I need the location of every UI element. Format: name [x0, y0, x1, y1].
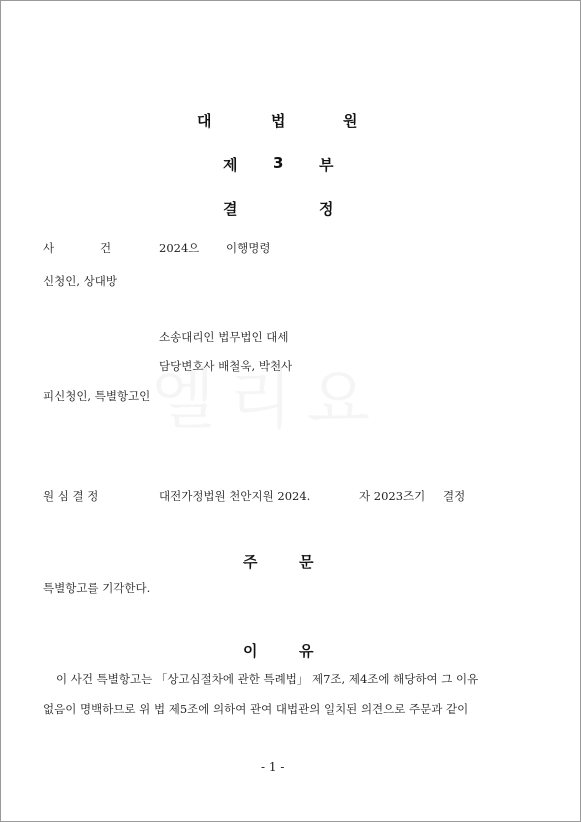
- reasons-heading-char-2: 유: [299, 642, 314, 660]
- case-number: 2024으: [159, 241, 200, 255]
- counsel-lawyers: 담당변호사 배철욱, 박천사: [159, 359, 293, 373]
- original-decision-label: 원 심 결 정: [43, 489, 99, 503]
- doc-type-char-2: 정: [319, 200, 334, 218]
- division-char-3: 부: [319, 156, 334, 174]
- reasons-line-1: 이 사건 특별항고는 「상고심절차에 관한 특례법」 제7조, 제4조에 해당하여 그 이유: [56, 672, 479, 686]
- case-title: 이행명령: [226, 241, 271, 255]
- original-court: 대전가정법원 천안지원 2024.: [159, 489, 311, 503]
- court-name-char-1: 대: [197, 112, 212, 130]
- order-heading-char-1: 주: [243, 553, 258, 571]
- case-label-char-1: 사: [43, 241, 55, 255]
- division-char-1: 제: [223, 156, 238, 174]
- court-name-char-3: 원: [343, 112, 358, 130]
- order-heading-char-2: 문: [299, 553, 314, 571]
- division-char-2: 3: [273, 154, 284, 172]
- reasons-line-2: 없음이 명백하므로 위 법 제5조에 의하여 관여 대법관의 일치된 의견으로 주문과 같이: [43, 702, 469, 716]
- counsel-firm: 소송대리인 법무법인 대세: [159, 330, 289, 344]
- order-text: 특별항고를 기각한다.: [43, 581, 151, 595]
- reasons-heading-char-1: 이: [243, 642, 258, 660]
- doc-type-char-1: 결: [223, 200, 238, 218]
- court-name-char-2: 법: [271, 112, 286, 130]
- original-case-number: 자 2023즈기: [359, 489, 426, 503]
- case-label-char-2: 건: [100, 241, 112, 255]
- applicant-label: 신청인, 상대방: [43, 274, 117, 288]
- page-number: - 1 -: [261, 760, 285, 774]
- respondent-label: 피신청인, 특별항고인: [43, 389, 151, 403]
- original-decision-type: 결정: [443, 489, 466, 503]
